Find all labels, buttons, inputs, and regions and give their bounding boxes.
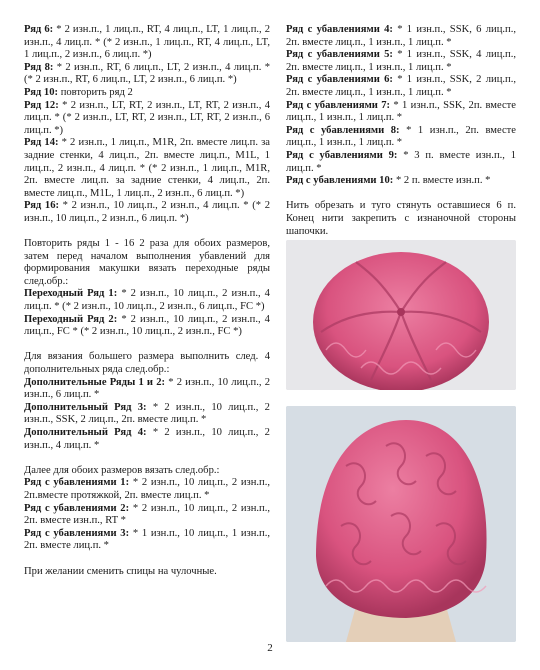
row-label: Переходный Ряд 2: (24, 313, 118, 325)
row-label: Ряд 6: (24, 24, 54, 35)
row-instructions: * 2 изн.п., 10 лиц.п., 2 изн.п., 6 лиц.п. * (24, 376, 270, 401)
row-label: Ряд 12: (24, 99, 59, 111)
instruction-paragraph (24, 351, 270, 376)
row-label: Ряд 8: (24, 61, 54, 73)
instruction-paragraph (24, 477, 270, 502)
instruction-paragraph (24, 87, 270, 100)
hat-top-illustration (286, 240, 516, 390)
hat-top-photo (286, 240, 516, 390)
paragraph-gap (286, 188, 516, 201)
instruction-paragraph (286, 200, 516, 238)
row-instructions: * 2 изн.п., 10 лиц.п., 2 изн.п., 2п.вместе протяжкой, 2п. вместе лиц.п. * (24, 477, 270, 501)
instruction-paragraph (24, 200, 270, 225)
paragraph-gap (24, 553, 270, 566)
row-label: Дополнительный Ряд 4: (24, 427, 147, 438)
row-instructions: * 1 изн.п., SSK, 2 лиц.п., 2п. вместе лиц.п., 1 изн.п., 1 лиц.п. * (286, 74, 516, 98)
instruction-paragraph (24, 427, 270, 452)
row-instructions: * 2 изн.п., RT, 6 лиц.п., LT, 2 изн.п., 4 лиц.п. * (* 2 изн.п., RT, 6 лиц.п., LT, 2 изн.п., 6 лиц.п. *) (24, 61, 270, 86)
row-instructions: * 2 изн.п., 10 лиц.п., 2 изн.п., 4 лиц.п. * (24, 427, 270, 451)
instruction-paragraph (286, 24, 516, 49)
instruction-paragraph (24, 238, 270, 288)
page-number: 2 (267, 642, 273, 654)
row-instructions: * 2 изн.п., 10 лиц.п., 2 изн.п., 2п. вместе изн.п., RT * (24, 502, 270, 527)
instruction-paragraph (286, 150, 516, 175)
row-label: Ряд с убавлениями 4: (286, 24, 393, 35)
row-label: Ряд с убавлениями 9: (286, 149, 398, 161)
instruction-paragraph (24, 566, 270, 579)
row-instructions: * 2 изн.п., 1 лиц.п., RT, 4 лиц.п., LT, 1 лиц.п., 2 изн.п., 4 лиц.п. * (* 2 изн.п., 1 лиц.п., RT, 4 лиц.п., LT, 1 лиц.п., 2 изн.п., 6 лиц.п. *) (24, 24, 271, 61)
row-label: Переходный Ряд 1: (24, 288, 118, 300)
row-instructions: * 1 изн.п., SSK, 6 лиц.п., 2п. вместе лиц.п., 1 изн.п., 1 лиц.п. * (286, 24, 516, 48)
row-label: Ряд с убавлениями 8: (286, 124, 400, 136)
instruction-paragraph (24, 314, 270, 339)
instruction-paragraph (286, 100, 516, 125)
paragraph-gap (24, 339, 270, 352)
row-label: Ряд 10: (24, 86, 59, 98)
row-label: Ряд с убавлениями 3: (24, 527, 130, 539)
row-instructions: * 2 изн.п., 10 лиц.п., 2 изн.п., 4 лиц.п., FC * (* 2 изн.п., 10 лиц.п., 2 изн.п., FC *) (24, 313, 270, 338)
row-label: Ряд с убавлениями 6: (286, 74, 393, 86)
hat-side-illustration (286, 406, 516, 642)
instruction-paragraph (24, 528, 270, 553)
hat-side-photo (286, 406, 516, 642)
left-text-column (24, 24, 270, 578)
instruction-paragraph (24, 402, 270, 427)
row-instructions: * 2 изн.п., 1 лиц.п., M1R, 2п. вместе лиц.п. за задние стенки, 4 лиц.п., 2п. вместе лиц.п., M1L, 1 лиц.п., 2 изн.п., 4 лиц.п. * (* 2 изн.п., 1 лиц.п., M1R, 2п. вместе лиц.п. за задние стенки, 4 лиц.п., 2п. вместе лиц.п., M1L, 1 лиц.п., 2 изн.п., 6 лиц.п. *) (24, 137, 270, 199)
row-instructions: Для вязания большего размера выполнить след. 4 дополнительных ряда след.обр.: (24, 351, 270, 376)
row-instructions: * 2 изн.п., 10 лиц.п., 2 изн.п., 4 лиц.п. * (* 2 изн.п., 10 лиц.п., 2 изн.п., 6 лиц.п., FC *) (24, 288, 270, 313)
instruction-paragraph (24, 100, 270, 138)
row-instructions: * 3 п. вместе изн.п., 1 лиц.п. * (286, 149, 517, 174)
row-instructions: повторить ряд 2 (58, 86, 133, 98)
row-label: Ряд с убавлениями 7: (286, 99, 391, 111)
row-label: Ряд с убавлениями 1: (24, 477, 130, 489)
row-instructions: * 1 изн.п., SSK, 2п. вместе лиц.п., 1 изн.п., 1 лиц.п. * (286, 99, 517, 124)
instruction-paragraph (24, 503, 270, 528)
row-instructions: * 2 изн.п., 10 лиц.п., 2 изн.п., 4 лиц.п. * (* 2 изн.п., 10 лиц.п., 2 изн.п., 6 лиц.п. *) (24, 200, 270, 224)
row-label: Ряд с убавлениями 5: (286, 49, 393, 61)
row-instructions: Далее для обоих размеров вязать след.обр.: (24, 464, 220, 476)
row-label: Ряд с убавлениями 10: (286, 175, 394, 187)
row-instructions: * 1 изн.п., SSK, 4 лиц.п., 2п. вместе лиц.п., 1 изн.п., 1 лиц.п. * (286, 49, 516, 73)
instruction-paragraph (24, 137, 270, 200)
instruction-paragraph (286, 49, 516, 74)
row-label: Дополнительный Ряд 3: (24, 401, 147, 413)
row-instructions: * 1 изн.п., 2п. вместе лиц.п., 1 изн.п., 1 лиц.п. * (286, 124, 516, 149)
row-instructions: * 2 изн.п., 10 лиц.п., 2 изн.п., SSK, 2 лиц.п., 2п. вместе лиц.п. * (24, 401, 270, 426)
paragraph-gap (24, 226, 270, 239)
row-instructions: При желании сменить спицы на чулочные. (24, 565, 217, 577)
row-label: Ряд с убавлениями 2: (24, 502, 130, 514)
instruction-paragraph (286, 74, 516, 99)
paragraph-gap (24, 452, 270, 465)
right-text-column (286, 24, 516, 238)
row-label: Ряд 16: (24, 200, 60, 212)
instruction-paragraph (24, 62, 270, 87)
instruction-paragraph (24, 24, 270, 62)
instruction-paragraph (286, 175, 516, 188)
instruction-paragraph (24, 465, 270, 478)
row-instructions: * 1 изн.п., 10 лиц.п., 1 изн.п., 2п. вместе лиц.п. * (24, 527, 270, 552)
instruction-paragraph (286, 125, 516, 150)
row-instructions: Нить обрезать и туго стянуть оставшиеся 6 п. Конец нити закрепить с изнаночной стороны шапочки. (286, 200, 516, 237)
row-instructions: Повторить ряды 1 - 16 2 раза для обоих размеров, затем перед началом выполнения убавлений для формирования макушки вязать переходные ряды след.обр.: (24, 238, 270, 287)
row-label: Дополнительные Ряды 1 и 2: (24, 376, 166, 388)
row-instructions: * 2 изн.п., LT, RT, 2 изн.п., LT, RT, 2 изн.п., 4 лиц.п. * (* 2 изн.п., LT, RT, 2 изн.п., LT, RT, 2 изн.п., 6 лиц.п. *) (24, 99, 270, 136)
instruction-paragraph (24, 288, 270, 313)
row-label: Ряд 14: (24, 137, 59, 149)
row-instructions: * 2 п. вместе изн.п. * (393, 175, 491, 187)
instruction-paragraph (24, 377, 270, 402)
